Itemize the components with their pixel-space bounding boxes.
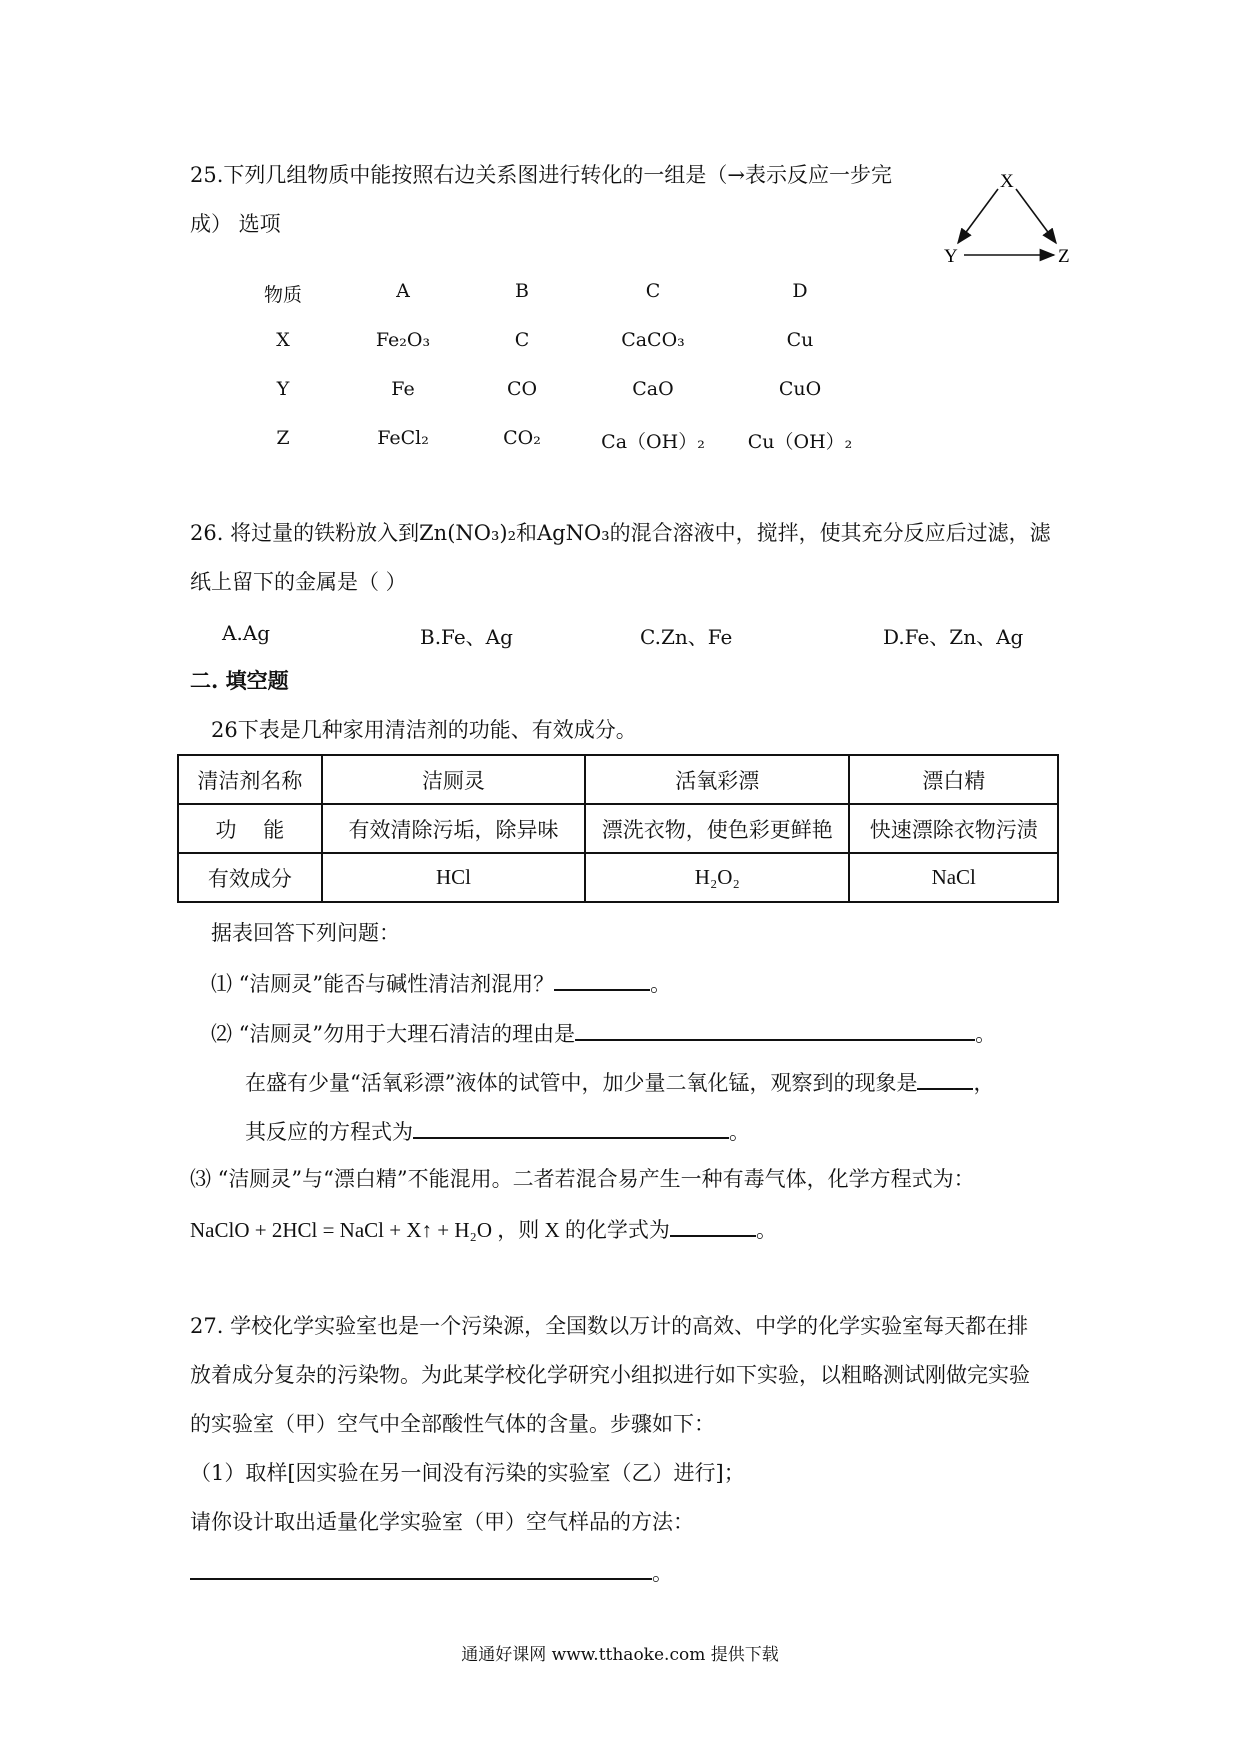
- q26-line1: 26. 将过量的铁粉放入到Zn(NO₃)₂和AgNO₃的混合溶液中，搅拌，使其充分反应后过滤，滤: [190, 521, 1051, 545]
- q26-option-d: D.Fe、Zn、Ag: [883, 625, 1024, 649]
- table-cell: 活氧彩漂: [585, 755, 849, 804]
- question-3: ⑶ “洁厕灵”与“漂白精”不能混用。二者若混合易产生一种有毒气体，化学方程式为：: [190, 1167, 975, 1191]
- table-cell: 快速漂除衣物污渍: [849, 804, 1058, 853]
- q27-line1: 27. 学校化学实验室也是一个污染源，全国数以万计的高效、中学的化学实验室每天都在排: [190, 1314, 1029, 1338]
- q27-step1: （1）取样[因实验在另一间没有污染的实验室（乙）进行]；: [190, 1461, 745, 1485]
- arrow-x-to-y: [958, 189, 998, 243]
- answer-blank-1[interactable]: [554, 967, 650, 991]
- arrow-x-to-z: [1016, 189, 1056, 243]
- question-2b: [245, 1066, 994, 1098]
- period: 。: [652, 1561, 673, 1585]
- q26-line2: 纸上留下的金属是（ ）: [190, 570, 407, 594]
- q25-row-header: [230, 280, 880, 310]
- q26-option-c: C.Zn、Fe: [640, 625, 733, 649]
- table-row: [178, 755, 1058, 804]
- cleaner-table: [177, 754, 1059, 903]
- diagram-node-x: X: [1000, 171, 1014, 192]
- answer-blank-3[interactable]: [917, 1066, 973, 1090]
- table-cell: 清洁剂名称: [178, 755, 322, 804]
- q27-line2: 放着成分复杂的污染物。为此某学校化学研究小组拟进行如下实验，以粗略测试刚做完实验: [190, 1363, 1030, 1387]
- table-cell: 漂白精: [849, 755, 1058, 804]
- question-1: [211, 967, 671, 999]
- question-2c: [245, 1115, 750, 1147]
- section-intro: 26下表是几种家用清洁剂的功能、有效成分。: [211, 718, 637, 742]
- q25-cell: Ca（OH）₂: [601, 431, 705, 453]
- q25-cell: B: [515, 280, 529, 302]
- q25-cell: X: [276, 329, 290, 351]
- question-3b: [190, 1213, 777, 1245]
- q25-cell: CuO: [778, 378, 822, 400]
- answer-blank-2[interactable]: [575, 1017, 975, 1041]
- footer: 通通好课网 www.tthaoke.com 提供下载: [461, 1645, 779, 1665]
- q25-cell: CO: [506, 378, 538, 400]
- table-cell: 功 能: [178, 804, 322, 853]
- q27-prompt: 请你设计取出适量化学实验室（甲）空气样品的方法：: [190, 1510, 694, 1534]
- answer-blank-4[interactable]: [413, 1115, 729, 1139]
- section-heading: 二. 填空题: [190, 668, 289, 693]
- table-cell: 有效成分: [178, 853, 322, 902]
- question-2c-text: 其反应的方程式为: [245, 1120, 413, 1144]
- period: 。: [650, 972, 672, 996]
- period: 。: [729, 1120, 750, 1144]
- q25-cell: CO₂: [503, 427, 541, 449]
- table-row: [178, 804, 1058, 853]
- question-2: [211, 1017, 996, 1049]
- q25-cell: C: [514, 329, 530, 351]
- q25-cell: Cu（OH）₂: [747, 431, 853, 453]
- question-3b-text: NaClO + 2HCl = NaCl + X↑ + H₂O ，则 X 的化学式为: [190, 1218, 670, 1242]
- diagram-node-y: Y: [944, 246, 958, 267]
- q27-answer: [190, 1556, 673, 1588]
- period: 。: [755, 1218, 777, 1242]
- answer-blank-6[interactable]: [190, 1556, 652, 1580]
- table-row: [178, 853, 1058, 902]
- q27-line3: 的实验室（甲）空气中全部酸性气体的含量。步骤如下：: [190, 1412, 715, 1436]
- answer-blank-5[interactable]: [670, 1213, 756, 1237]
- table-cell: H₂O₂: [585, 853, 849, 902]
- relation-diagram: [930, 165, 1080, 275]
- table-cell: 洁厕灵: [322, 755, 585, 804]
- q25-line2: 成） 选项: [190, 212, 281, 236]
- q25-cell: CaO: [632, 378, 674, 400]
- q25-cell: CaCO₃: [621, 329, 685, 351]
- q25-cell: FeCl₂: [377, 427, 429, 449]
- table-cell: 漂洗衣物，使色彩更鲜艳: [585, 804, 849, 853]
- question-2-text: ⑵ “洁厕灵”勿用于大理石清洁的理由是: [211, 1022, 576, 1046]
- question-2b-text: 在盛有少量“活氧彩漂”液体的试管中，加少量二氧化锰，观察到的现象是: [245, 1071, 918, 1095]
- q26-option-a: A.Ag: [222, 621, 271, 645]
- q25-row-y: [230, 378, 880, 408]
- table-cell: 有效清除污垢，除异味: [322, 804, 585, 853]
- q25-cell: Y: [276, 378, 290, 400]
- period: 。: [975, 1022, 997, 1046]
- q25-cell: Fe₂O₃: [375, 329, 431, 351]
- table-cell: HCl: [322, 853, 585, 902]
- q25-row-x: [230, 329, 880, 359]
- question-1-text: ⑴ “洁厕灵”能否与碱性清洁剂混用？: [211, 972, 555, 996]
- q26-option-b: B.Fe、Ag: [420, 625, 513, 649]
- comma: ，: [973, 1071, 995, 1095]
- table-prompt: 据表回答下列问题：: [211, 921, 400, 945]
- q25-cell: Cu: [786, 329, 814, 351]
- diagram-node-z: Z: [1058, 246, 1070, 267]
- q25-row-z: [230, 427, 880, 457]
- table-cell: NaCl: [849, 853, 1058, 902]
- q25-cell: 物质: [263, 284, 303, 306]
- q25-cell: Fe: [391, 378, 415, 400]
- q25-cell: Z: [276, 427, 290, 449]
- q25-cell: C: [645, 280, 661, 302]
- q25-cell: D: [792, 280, 808, 302]
- q25-line1: 25.下列几组物质中能按照右边关系图进行转化的一组是（→表示反应一步完: [190, 163, 892, 187]
- q25-cell: A: [396, 280, 410, 302]
